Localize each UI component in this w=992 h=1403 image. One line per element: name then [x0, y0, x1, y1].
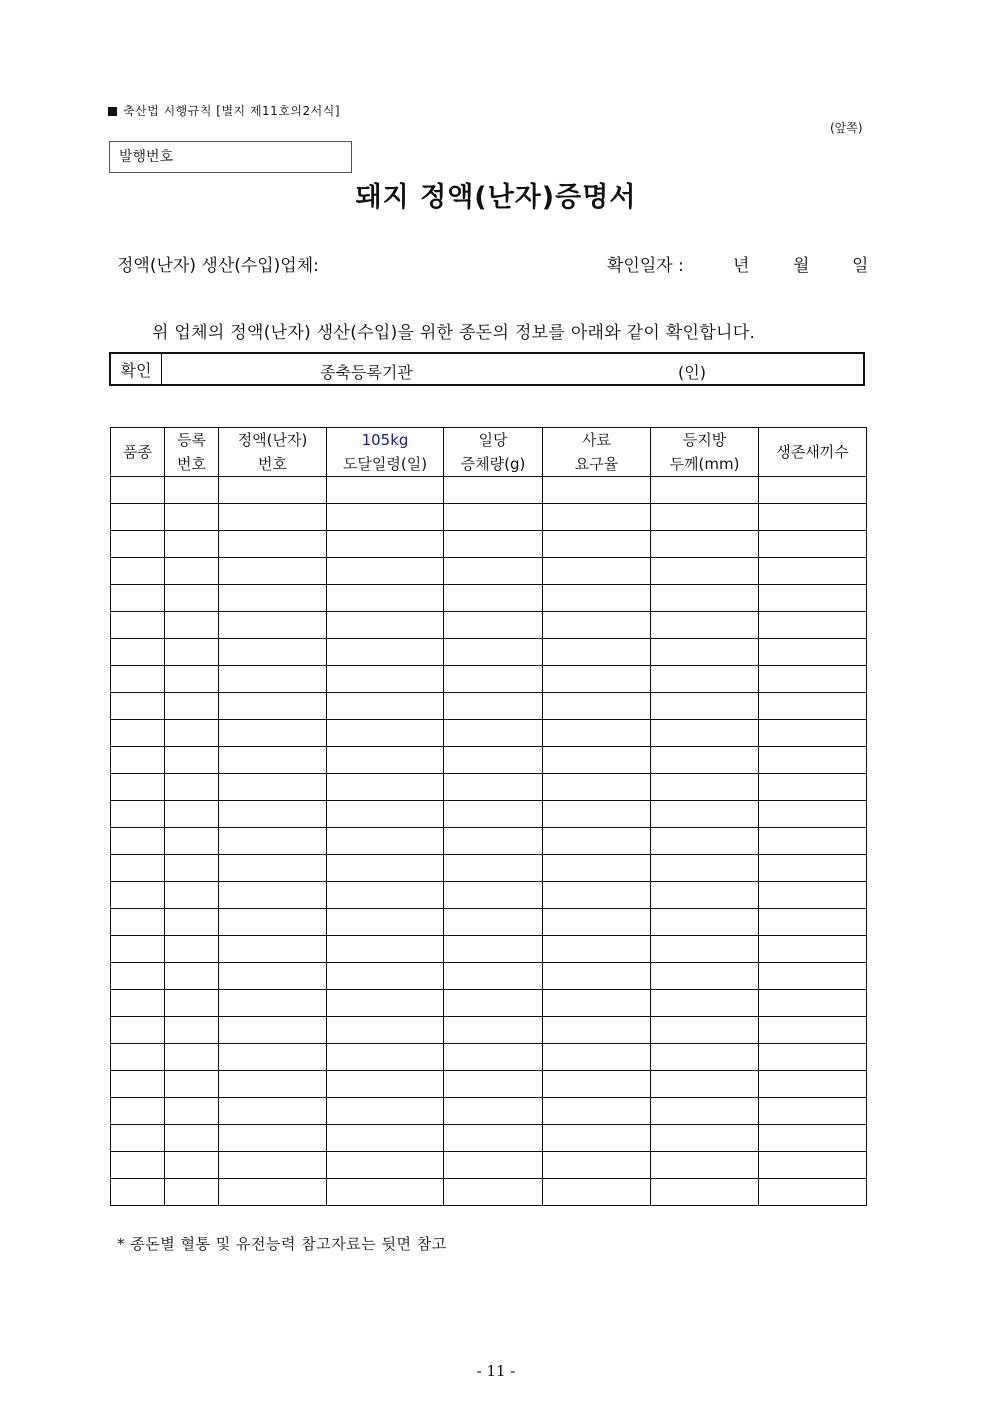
form-reference-text: 축산법 시행규칙 [별지 제11호의2서식] — [123, 104, 341, 118]
table-cell[interactable] — [219, 693, 327, 720]
table-cell[interactable] — [543, 1179, 651, 1206]
date-day-label: 일 — [852, 256, 869, 276]
table-cell[interactable] — [759, 1152, 867, 1179]
table-row — [111, 612, 867, 639]
table-row — [111, 828, 867, 855]
table-cell[interactable] — [111, 1098, 165, 1125]
table-cell[interactable] — [111, 477, 165, 504]
table-cell[interactable] — [543, 1017, 651, 1044]
date-month-label: 월 — [793, 256, 810, 276]
table-cell[interactable] — [759, 909, 867, 936]
table-cell[interactable] — [651, 936, 759, 963]
column-header-days-to-105kg: 105kg 도달일령(일) — [327, 428, 444, 477]
table-cell[interactable] — [111, 666, 165, 693]
table-row — [111, 882, 867, 909]
table-cell[interactable] — [165, 1071, 219, 1098]
table-cell[interactable] — [651, 990, 759, 1017]
table-cell[interactable] — [165, 504, 219, 531]
table-cell[interactable] — [543, 747, 651, 774]
table-cell[interactable] — [219, 558, 327, 585]
table-cell[interactable] — [165, 531, 219, 558]
table-cell[interactable] — [444, 585, 543, 612]
table-cell[interactable] — [759, 1044, 867, 1071]
table-row — [111, 990, 867, 1017]
table-row — [111, 774, 867, 801]
table-cell[interactable] — [327, 990, 444, 1017]
table-cell[interactable] — [651, 666, 759, 693]
document-title: 돼지 정액(난자)증명서 — [355, 182, 637, 213]
table-cell[interactable] — [651, 882, 759, 909]
table-cell[interactable] — [165, 855, 219, 882]
table-cell[interactable] — [111, 990, 165, 1017]
table-cell[interactable] — [219, 1071, 327, 1098]
table-cell[interactable] — [444, 1044, 543, 1071]
table-cell[interactable] — [651, 828, 759, 855]
table-cell[interactable] — [219, 585, 327, 612]
table-cell[interactable] — [651, 639, 759, 666]
table-cell[interactable] — [327, 801, 444, 828]
column-header-registration-number: 등록 번호 — [165, 428, 219, 477]
table-cell[interactable] — [219, 720, 327, 747]
table-cell[interactable] — [759, 720, 867, 747]
table-cell[interactable] — [219, 747, 327, 774]
table-cell[interactable] — [759, 639, 867, 666]
table-cell[interactable] — [759, 1098, 867, 1125]
table-cell[interactable] — [111, 1152, 165, 1179]
table-cell[interactable] — [444, 882, 543, 909]
table-cell[interactable] — [759, 801, 867, 828]
table-row — [111, 936, 867, 963]
seal-mark: (인) — [678, 363, 706, 382]
table-cell[interactable] — [327, 882, 444, 909]
table-cell[interactable] — [651, 477, 759, 504]
table-cell[interactable] — [759, 612, 867, 639]
table-cell[interactable] — [444, 774, 543, 801]
table-cell[interactable] — [327, 558, 444, 585]
table-cell[interactable] — [543, 909, 651, 936]
table-row — [111, 558, 867, 585]
table-cell[interactable] — [543, 1044, 651, 1071]
table-cell[interactable] — [111, 1125, 165, 1152]
table-cell[interactable] — [759, 477, 867, 504]
table-cell[interactable] — [111, 936, 165, 963]
table-cell[interactable] — [111, 585, 165, 612]
issue-number-field[interactable] — [109, 141, 352, 173]
column-header-live-piglets: 생존새끼수 — [759, 428, 867, 477]
table-cell[interactable] — [219, 909, 327, 936]
table-cell[interactable] — [543, 720, 651, 747]
table-cell[interactable] — [219, 990, 327, 1017]
table-cell[interactable] — [543, 855, 651, 882]
table-cell[interactable] — [444, 531, 543, 558]
table-cell[interactable] — [543, 531, 651, 558]
table-cell[interactable] — [543, 963, 651, 990]
table-cell[interactable] — [444, 1017, 543, 1044]
table-row — [111, 1071, 867, 1098]
table-cell[interactable] — [165, 1152, 219, 1179]
table-cell[interactable] — [111, 531, 165, 558]
table-cell[interactable] — [111, 882, 165, 909]
table-cell[interactable] — [111, 612, 165, 639]
table-row — [111, 963, 867, 990]
table-cell[interactable] — [651, 774, 759, 801]
table-cell[interactable] — [444, 666, 543, 693]
table-cell[interactable] — [759, 747, 867, 774]
table-cell[interactable] — [444, 693, 543, 720]
table-cell[interactable] — [219, 882, 327, 909]
table-cell[interactable] — [111, 828, 165, 855]
table-row — [111, 1098, 867, 1125]
table-cell[interactable] — [759, 990, 867, 1017]
confirmation-body — [162, 354, 863, 384]
square-bullet-icon — [108, 107, 117, 116]
table-cell[interactable] — [759, 1125, 867, 1152]
table-cell[interactable] — [327, 531, 444, 558]
table-cell[interactable] — [444, 1152, 543, 1179]
table-cell[interactable] — [444, 1125, 543, 1152]
table-cell[interactable] — [327, 693, 444, 720]
table-cell[interactable] — [444, 909, 543, 936]
table-cell[interactable] — [327, 666, 444, 693]
table-cell[interactable] — [165, 936, 219, 963]
table-cell[interactable] — [651, 1179, 759, 1206]
table-cell[interactable] — [111, 1017, 165, 1044]
table-cell[interactable] — [111, 639, 165, 666]
table-cell[interactable] — [759, 693, 867, 720]
table-row — [111, 1125, 867, 1152]
table-cell[interactable] — [543, 936, 651, 963]
table-cell[interactable] — [327, 1098, 444, 1125]
table-cell[interactable] — [327, 1152, 444, 1179]
table-cell[interactable] — [219, 531, 327, 558]
table-cell[interactable] — [219, 1152, 327, 1179]
table-row — [111, 693, 867, 720]
table-cell[interactable] — [444, 504, 543, 531]
confirmation-date-label: 확인일자 : — [607, 256, 684, 276]
table-cell[interactable] — [651, 693, 759, 720]
table-cell[interactable] — [165, 774, 219, 801]
table-cell[interactable] — [165, 612, 219, 639]
table-cell[interactable] — [327, 1071, 444, 1098]
table-row — [111, 720, 867, 747]
table-cell[interactable] — [759, 855, 867, 882]
table-cell[interactable] — [651, 801, 759, 828]
table-cell[interactable] — [165, 1044, 219, 1071]
table-cell[interactable] — [327, 1125, 444, 1152]
table-cell[interactable] — [219, 963, 327, 990]
table-cell[interactable] — [219, 1125, 327, 1152]
table-row — [111, 1179, 867, 1206]
table-cell[interactable] — [111, 1071, 165, 1098]
table-cell[interactable] — [111, 963, 165, 990]
table-cell[interactable] — [111, 558, 165, 585]
table-row — [111, 639, 867, 666]
table-cell[interactable] — [165, 1179, 219, 1206]
confirmation-label: 확인 — [111, 354, 162, 384]
table-cell[interactable] — [759, 963, 867, 990]
table-cell[interactable] — [327, 1044, 444, 1071]
table-cell[interactable] — [219, 828, 327, 855]
table-cell[interactable] — [165, 558, 219, 585]
table-cell[interactable] — [444, 1071, 543, 1098]
table-row — [111, 1017, 867, 1044]
table-cell[interactable] — [165, 1017, 219, 1044]
table-cell[interactable] — [543, 666, 651, 693]
table-cell[interactable] — [444, 612, 543, 639]
table-cell[interactable] — [327, 1179, 444, 1206]
table-cell[interactable] — [543, 612, 651, 639]
table-cell[interactable] — [111, 909, 165, 936]
table-cell[interactable] — [165, 801, 219, 828]
table-row — [111, 477, 867, 504]
table-cell[interactable] — [327, 720, 444, 747]
table-cell[interactable] — [165, 639, 219, 666]
table-row — [111, 909, 867, 936]
table-cell[interactable] — [543, 1071, 651, 1098]
table-cell[interactable] — [165, 963, 219, 990]
table-cell[interactable] — [165, 1125, 219, 1152]
table-cell[interactable] — [327, 936, 444, 963]
table-cell[interactable] — [543, 477, 651, 504]
table-cell[interactable] — [327, 909, 444, 936]
table-cell[interactable] — [165, 693, 219, 720]
table-cell[interactable] — [543, 1098, 651, 1125]
table-cell[interactable] — [327, 585, 444, 612]
table-cell[interactable] — [327, 828, 444, 855]
table-cell[interactable] — [327, 477, 444, 504]
table-header-row — [111, 428, 867, 477]
table-cell[interactable] — [165, 882, 219, 909]
table-cell[interactable] — [651, 720, 759, 747]
table-cell[interactable] — [219, 1098, 327, 1125]
table-cell[interactable] — [543, 882, 651, 909]
table-cell[interactable] — [444, 720, 543, 747]
table-cell[interactable] — [651, 612, 759, 639]
table-row — [111, 1044, 867, 1071]
table-row — [111, 666, 867, 693]
table-cell[interactable] — [165, 747, 219, 774]
issue-number-label: 발행번호 — [119, 149, 174, 165]
table-cell[interactable] — [759, 666, 867, 693]
table-cell[interactable] — [543, 1125, 651, 1152]
table-cell[interactable] — [219, 855, 327, 882]
table-cell[interactable] — [219, 1044, 327, 1071]
table-cell[interactable] — [111, 693, 165, 720]
table-cell[interactable] — [651, 531, 759, 558]
table-cell[interactable] — [444, 1179, 543, 1206]
table-cell[interactable] — [327, 1017, 444, 1044]
table-cell[interactable] — [444, 855, 543, 882]
table-cell[interactable] — [165, 720, 219, 747]
column-header-daily-gain: 일당 증체량(g) — [444, 428, 543, 477]
table-cell[interactable] — [219, 774, 327, 801]
table-cell[interactable] — [444, 747, 543, 774]
table-cell[interactable] — [111, 774, 165, 801]
table-cell[interactable] — [543, 693, 651, 720]
table-cell[interactable] — [327, 639, 444, 666]
table-cell[interactable] — [759, 1071, 867, 1098]
table-cell[interactable] — [219, 477, 327, 504]
table-cell[interactable] — [219, 504, 327, 531]
breeding-pig-table — [110, 427, 867, 1206]
date-year-label: 년 — [733, 256, 750, 276]
table-cell[interactable] — [759, 585, 867, 612]
form-reference — [108, 102, 340, 119]
table-cell[interactable] — [219, 612, 327, 639]
table-cell[interactable] — [327, 504, 444, 531]
table-cell[interactable] — [759, 828, 867, 855]
table-cell[interactable] — [111, 747, 165, 774]
table-cell[interactable] — [111, 801, 165, 828]
confirmation-statement: 위 업체의 정액(난자) 생산(수입)을 위한 종돈의 정보를 아래와 같이 확인합니다. — [152, 323, 756, 343]
table-cell[interactable] — [165, 1098, 219, 1125]
table-cell[interactable] — [759, 774, 867, 801]
table-cell[interactable] — [543, 558, 651, 585]
table-row — [111, 1152, 867, 1179]
table-cell[interactable] — [759, 558, 867, 585]
producer-label: 정액(난자) 생산(수입)업체: — [117, 256, 319, 276]
table-cell[interactable] — [111, 1179, 165, 1206]
table-cell[interactable] — [219, 639, 327, 666]
table-cell[interactable] — [111, 720, 165, 747]
table-cell[interactable] — [444, 936, 543, 963]
table-row — [111, 585, 867, 612]
side-label: (앞쪽) — [830, 121, 863, 135]
table-cell[interactable] — [543, 585, 651, 612]
table-cell[interactable] — [651, 504, 759, 531]
table-cell[interactable] — [651, 558, 759, 585]
table-cell[interactable] — [543, 1152, 651, 1179]
table-row — [111, 855, 867, 882]
column-header-feed-conversion: 사료 요구율 — [543, 428, 651, 477]
footnote: * 종돈별 혈통 및 유전능력 참고자료는 뒷면 참고 — [117, 1235, 447, 1253]
table-cell[interactable] — [165, 828, 219, 855]
table-cell[interactable] — [651, 747, 759, 774]
table-cell[interactable] — [444, 477, 543, 504]
table-cell[interactable] — [651, 855, 759, 882]
table-cell[interactable] — [651, 963, 759, 990]
table-row — [111, 531, 867, 558]
table-cell[interactable] — [444, 558, 543, 585]
page-number: - 11 - — [476, 1362, 516, 1380]
table-cell[interactable] — [444, 801, 543, 828]
table-cell[interactable] — [165, 477, 219, 504]
table-cell[interactable] — [543, 774, 651, 801]
table-cell[interactable] — [759, 1017, 867, 1044]
column-header-breed: 품종 — [111, 428, 165, 477]
table-row — [111, 747, 867, 774]
table-cell[interactable] — [219, 801, 327, 828]
confirmation-box — [109, 352, 865, 386]
table-cell[interactable] — [759, 936, 867, 963]
table-cell[interactable] — [543, 801, 651, 828]
table-cell[interactable] — [759, 882, 867, 909]
table-cell[interactable] — [444, 963, 543, 990]
table-cell[interactable] — [327, 612, 444, 639]
table-cell[interactable] — [759, 1179, 867, 1206]
table-cell[interactable] — [219, 666, 327, 693]
registration-organization: 종축등록기관 — [320, 363, 413, 382]
table-cell[interactable] — [651, 1017, 759, 1044]
table-cell[interactable] — [543, 504, 651, 531]
table-cell[interactable] — [651, 1098, 759, 1125]
table-cell[interactable] — [651, 1044, 759, 1071]
table-cell[interactable] — [444, 1098, 543, 1125]
table-cell[interactable] — [651, 1071, 759, 1098]
table-cell[interactable] — [111, 855, 165, 882]
table-cell[interactable] — [543, 639, 651, 666]
table-cell[interactable] — [219, 1017, 327, 1044]
table-cell[interactable] — [111, 504, 165, 531]
table-cell[interactable] — [165, 666, 219, 693]
table-cell[interactable] — [651, 1152, 759, 1179]
column-header-backfat-thickness: 등지방 두께(mm) — [651, 428, 759, 477]
table-row — [111, 801, 867, 828]
column-header-semen-number: 정액(난자) 번호 — [219, 428, 327, 477]
table-cell[interactable] — [165, 585, 219, 612]
table-cell[interactable] — [111, 1044, 165, 1071]
table-cell[interactable] — [327, 747, 444, 774]
table-cell[interactable] — [219, 1179, 327, 1206]
table-cell[interactable] — [759, 531, 867, 558]
table-cell[interactable] — [651, 585, 759, 612]
table-cell[interactable] — [444, 828, 543, 855]
table-cell[interactable] — [327, 855, 444, 882]
table-cell[interactable] — [444, 990, 543, 1017]
table-cell[interactable] — [165, 909, 219, 936]
table-row — [111, 504, 867, 531]
table-cell[interactable] — [759, 504, 867, 531]
table-cell[interactable] — [543, 990, 651, 1017]
table-cell[interactable] — [444, 639, 543, 666]
table-cell[interactable] — [651, 909, 759, 936]
table-cell[interactable] — [327, 774, 444, 801]
table-cell[interactable] — [327, 963, 444, 990]
table-cell[interactable] — [651, 1125, 759, 1152]
table-cell[interactable] — [219, 936, 327, 963]
table-cell[interactable] — [165, 990, 219, 1017]
table-cell[interactable] — [543, 828, 651, 855]
